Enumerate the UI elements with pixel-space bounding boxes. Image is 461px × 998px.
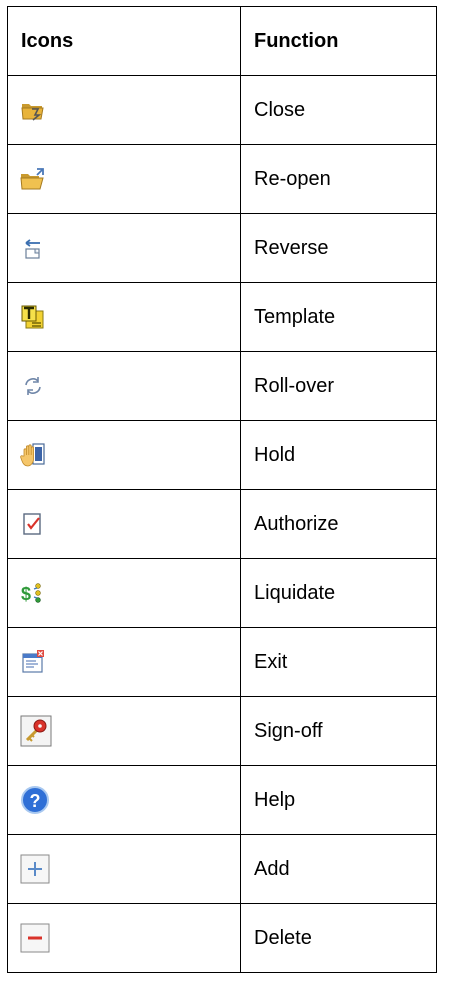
function-label: Roll-over bbox=[241, 352, 437, 421]
table-header-row bbox=[8, 7, 437, 76]
sign-off-key-icon bbox=[20, 715, 52, 747]
table-row bbox=[8, 559, 437, 628]
exit-window-icon bbox=[20, 649, 46, 675]
folder-close-icon bbox=[20, 97, 46, 123]
icons-function-table-wrapper bbox=[7, 6, 436, 973]
help-question-icon bbox=[20, 785, 50, 815]
icon-cell bbox=[8, 421, 241, 490]
icon-cell bbox=[8, 697, 241, 766]
table-row bbox=[8, 352, 437, 421]
function-label: Authorize bbox=[241, 490, 437, 559]
table-row bbox=[8, 214, 437, 283]
table-row bbox=[8, 766, 437, 835]
table-row bbox=[8, 283, 437, 352]
table-row bbox=[8, 697, 437, 766]
table-row bbox=[8, 904, 437, 973]
icon-cell bbox=[8, 283, 241, 352]
icon-cell bbox=[8, 145, 241, 214]
table-row bbox=[8, 76, 437, 145]
icon-cell bbox=[8, 766, 241, 835]
icon-cell bbox=[8, 904, 241, 973]
table-row bbox=[8, 835, 437, 904]
svg-text:$: $ bbox=[21, 584, 32, 604]
function-label: Hold bbox=[241, 421, 437, 490]
icon-cell bbox=[8, 835, 241, 904]
icon-cell bbox=[8, 628, 241, 697]
template-icon bbox=[20, 304, 46, 330]
function-column-header: Function bbox=[241, 7, 437, 76]
icon-cell bbox=[8, 559, 241, 628]
liquidate-dollar-icon bbox=[20, 580, 46, 606]
icon-cell bbox=[8, 76, 241, 145]
authorize-checkmark-icon bbox=[20, 511, 46, 537]
icon-cell bbox=[8, 490, 241, 559]
icon-cell bbox=[8, 352, 241, 421]
function-label: Delete bbox=[241, 904, 437, 973]
table-row bbox=[8, 490, 437, 559]
function-label: Add bbox=[241, 835, 437, 904]
icons-column-header: Icons bbox=[8, 7, 241, 76]
svg-text:?: ? bbox=[29, 791, 41, 811]
icons-function-table bbox=[7, 6, 437, 973]
function-label: Reverse bbox=[241, 214, 437, 283]
function-label: Re-open bbox=[241, 145, 437, 214]
table-row bbox=[8, 628, 437, 697]
function-label: Exit bbox=[241, 628, 437, 697]
roll-over-icon bbox=[20, 373, 46, 399]
function-label: Help bbox=[241, 766, 437, 835]
icon-cell bbox=[8, 214, 241, 283]
reverse-icon bbox=[20, 235, 46, 261]
function-label: Liquidate bbox=[241, 559, 437, 628]
function-label: Template bbox=[241, 283, 437, 352]
function-label: Close bbox=[241, 76, 437, 145]
table-row bbox=[8, 421, 437, 490]
add-plus-icon bbox=[20, 854, 50, 884]
function-label: Sign-off bbox=[241, 697, 437, 766]
hold-hand-icon bbox=[20, 442, 46, 468]
table-row bbox=[8, 145, 437, 214]
delete-minus-icon bbox=[20, 923, 50, 953]
folder-reopen-icon bbox=[20, 166, 46, 192]
